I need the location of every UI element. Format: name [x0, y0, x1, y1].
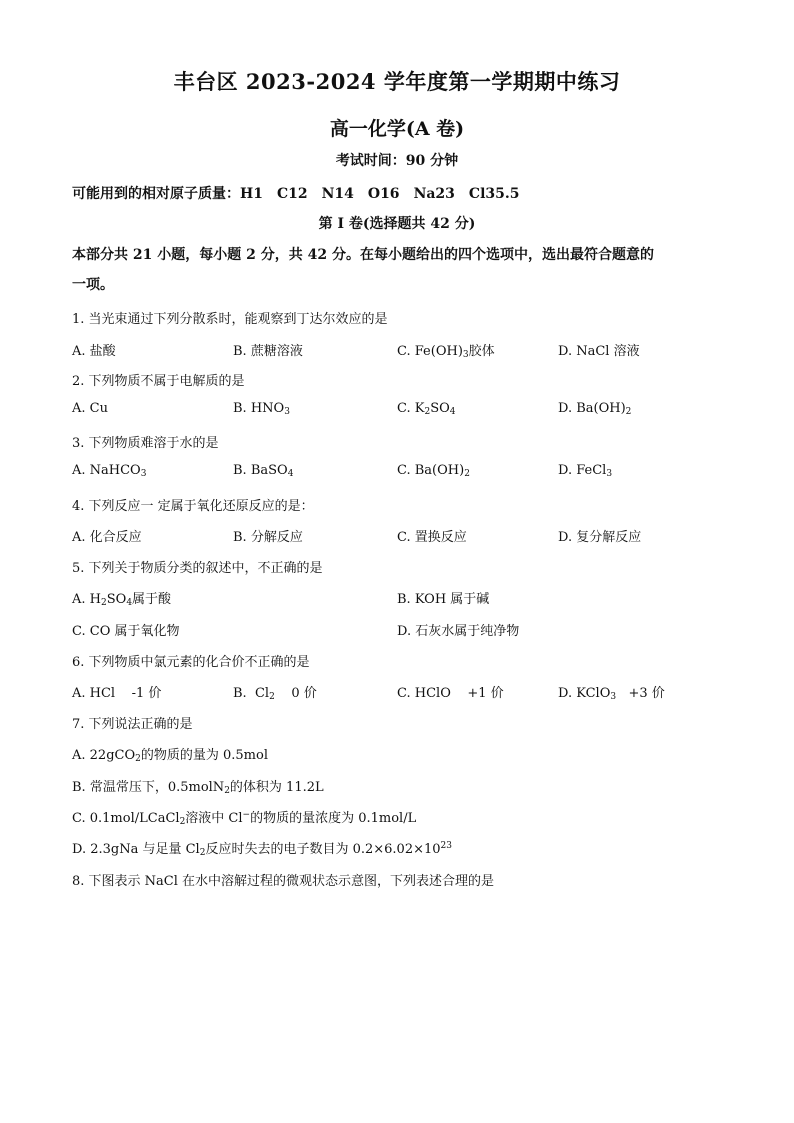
question-4-option-a: A. 化合反应: [72, 530, 142, 545]
question-5-option-a: A. $H_2SO_4$属于酸: [72, 592, 172, 608]
question-6-option-a: A. HCl -1 价: [72, 686, 162, 701]
question-3-option-c: C. $Ba(OH)_2$: [397, 463, 470, 479]
question-7-option-d: D. 2.3gNa 与足量 $Cl_2$反应时失去的电子数目为 $0.2\times 6.02\times 10^{23}$: [72, 841, 452, 858]
question-3-option-d: D. FeCl$_3$: [558, 463, 613, 479]
question-4-option-d: D. 复分解反应: [558, 530, 642, 545]
question-4-stem: 4. 下列反应一 定属于氧化还原反应的是：: [72, 499, 314, 514]
question-7-option-a: A. 22gCO$_2$的物质的量为 0.5mol: [72, 748, 268, 764]
question-6-stem: 6. 下列物质中氯元素的化合价不正确的是: [72, 655, 310, 670]
question-5-stem: 5. 下列关于物质分类的叙述中，不正确的是: [72, 561, 323, 576]
question-1-stem: 1. 当光束通过下列分散系时，能观察到丁达尔效应的是: [72, 312, 388, 327]
exam-title: 丰台区 2023-2024 学年度第一学期期中练习: [173, 69, 621, 94]
question-1-option-b: B. 蔗糖溶液: [233, 344, 303, 359]
exam-subtitle: 高一化学(A 卷): [329, 118, 465, 140]
question-3-option-a: A. NaHCO$_3$: [72, 463, 147, 479]
question-4-option-c: C. 置换反应: [397, 530, 467, 545]
section-instruction: 本部分共 21 小题，每小题 2 分，共 42 分。在每小题给出的四个选项中，选出最符合题意的: [72, 247, 654, 263]
question-1-option-a: A. 盐酸: [72, 344, 116, 359]
question-2-option-b: B. $HNO_3$: [233, 401, 290, 417]
question-6-option-c: C. HClO +1 价: [397, 686, 504, 701]
atomic-masses: [72, 183, 533, 203]
atomic-masses-label: 可能用到的相对原子质量：: [72, 186, 240, 202]
question-5-option-d: D. 石灰水属于纯净物: [397, 624, 520, 639]
atomic-mass-item: N14: [321, 186, 354, 202]
question-3-option-b: B. BaSO$_4$: [233, 463, 294, 479]
atomic-mass-item: C12: [276, 186, 308, 202]
question-1-option-c: C. $Fe(OH)_3$胶体: [397, 344, 495, 360]
atomic-mass-item: Na23: [413, 186, 455, 202]
atomic-mass-item: O16: [367, 186, 400, 202]
question-5-option-c: C. CO 属于氧化物: [72, 624, 180, 639]
atomic-mass-item: Cl35.5: [468, 186, 520, 202]
question-7-stem: 7. 下列说法正确的是: [72, 717, 193, 732]
question-5-option-b: B. KOH 属于碱: [397, 592, 490, 607]
question-2-option-c: C. $K_2SO_4$: [397, 401, 456, 417]
question-2-option-a: A. Cu: [72, 401, 108, 416]
question-8-stem: 8. 下图表示 NaCl 在水中溶解过程的微观状态示意图，下列表述合理的是: [72, 874, 495, 889]
section-instruction-cont: 一项。: [72, 277, 114, 293]
question-6-option-b: B. $Cl_2$ 0 价: [233, 686, 317, 702]
question-6-option-d: D. KClO$_3$ +3 价: [558, 686, 665, 702]
question-7-option-b: B. 常温常压下，0.5molN$_2$的体积为 11.2L: [72, 780, 324, 796]
question-4-option-b: B. 分解反应: [233, 530, 303, 545]
exam-time: 考试时间：90 分钟: [335, 153, 459, 169]
section-title: 第 I 卷(选择题共 42 分): [318, 216, 476, 232]
atomic-mass-item: H1: [240, 186, 263, 202]
question-1-option-d: D. NaCl 溶液: [558, 344, 640, 359]
question-2-stem: 2. 下列物质不属于电解质的是: [72, 374, 245, 389]
question-2-option-d: D. $Ba(OH)_2$: [558, 401, 632, 417]
question-7-option-c: C. 0.1mol/LCaCl$_2$溶液中 Cl−的物质的量浓度为 0.1mol/L: [72, 810, 417, 827]
question-3-stem: 3. 下列物质难溶于水的是: [72, 436, 219, 451]
